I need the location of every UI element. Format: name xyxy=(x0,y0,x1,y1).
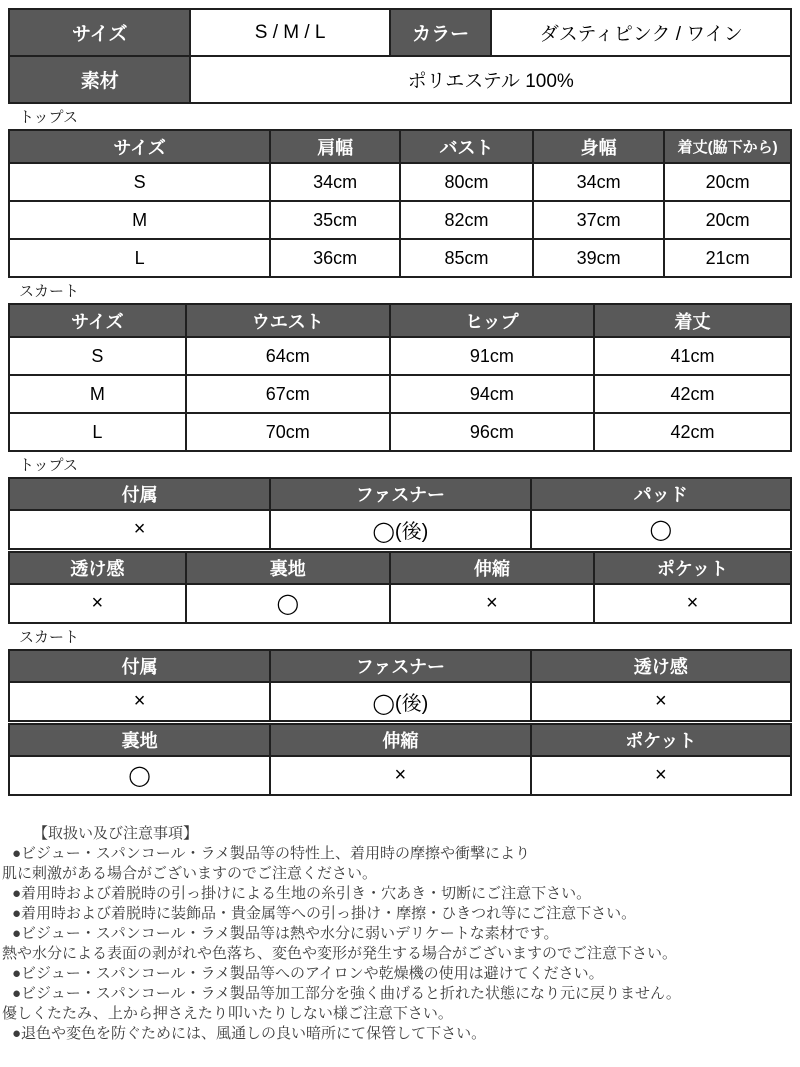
feature-mark-cell: ◯(後) xyxy=(270,510,530,549)
feature-mark-cell: ◯ xyxy=(531,510,791,549)
measurement-cell: 20cm xyxy=(664,163,791,201)
table-row xyxy=(9,510,791,549)
care-note-line: 優しくたたみ、上から押さえたり叩いたりしない様ご注意下さい。 xyxy=(2,1005,453,1022)
table-header-row xyxy=(9,304,791,337)
column-header: ポケット xyxy=(594,552,791,584)
measurement-cell: 20cm xyxy=(664,201,791,239)
tops-size-section-label: トップス xyxy=(19,109,78,126)
table-row xyxy=(9,682,791,721)
column-header: ウエスト xyxy=(186,304,390,337)
measurement-cell: 67cm xyxy=(186,375,390,413)
product-summary-table xyxy=(8,8,792,104)
feature-mark-cell: × xyxy=(594,584,791,623)
care-note-line: ●ビジュー・スパンコール・ラメ製品等の特性上、着用時の摩擦や衝撃により xyxy=(12,845,531,862)
measurement-cell: 39cm xyxy=(533,239,664,277)
column-header: 着丈 xyxy=(594,304,791,337)
size-name-cell: L xyxy=(9,413,186,451)
size-name-cell: S xyxy=(9,337,186,375)
skirt-detail-table-1 xyxy=(8,649,792,722)
column-header: ファスナー xyxy=(270,478,530,510)
column-header: ポケット xyxy=(531,724,791,756)
measurement-cell: 80cm xyxy=(400,163,533,201)
column-header: ヒップ xyxy=(390,304,594,337)
feature-mark-cell: × xyxy=(531,756,791,795)
measurement-cell: 41cm xyxy=(594,337,791,375)
table-row xyxy=(9,756,791,795)
table-row xyxy=(9,201,791,239)
column-header: 透け感 xyxy=(531,650,791,682)
measurement-cell: 82cm xyxy=(400,201,533,239)
care-notes-title: 【取扱い及び注意事項】 xyxy=(33,825,199,842)
measurement-cell: 94cm xyxy=(390,375,594,413)
care-note-line: ●退色や変色を防ぐためには、風通しの良い暗所にて保管して下さい。 xyxy=(12,1025,487,1042)
measurement-cell: 70cm xyxy=(186,413,390,451)
size-name-cell: L xyxy=(9,239,270,277)
column-header: 裏地 xyxy=(186,552,390,584)
table-header-row xyxy=(9,724,791,756)
measurement-cell: 64cm xyxy=(186,337,390,375)
feature-mark-cell: × xyxy=(270,756,530,795)
column-header: サイズ xyxy=(9,304,186,337)
measurement-cell: 85cm xyxy=(400,239,533,277)
skirt-size-table xyxy=(8,303,792,452)
care-notes xyxy=(2,824,792,1044)
size-name-cell: S xyxy=(9,163,270,201)
feature-mark-cell: ◯ xyxy=(9,756,270,795)
column-header: 付属 xyxy=(9,650,270,682)
measurement-cell: 96cm xyxy=(390,413,594,451)
table-row xyxy=(9,239,791,277)
size-label-header: サイズ xyxy=(9,9,190,56)
table-header-row xyxy=(9,650,791,682)
care-note-line: 肌に刺激がある場合がございますのでご注意ください。 xyxy=(2,865,378,882)
feature-mark-cell: × xyxy=(531,682,791,721)
feature-mark-cell: × xyxy=(9,682,270,721)
measurement-cell: 91cm xyxy=(390,337,594,375)
column-header: サイズ xyxy=(9,130,270,163)
measurement-cell: 34cm xyxy=(533,163,664,201)
tops-detail-section-label: トップス xyxy=(19,457,78,474)
color-value-cell: ダスティピンク / ワイン xyxy=(491,9,791,56)
care-note-line: ●ビジュー・スパンコール・ラメ製品等へのアイロンや乾燥機の使用は避けてください。 xyxy=(12,965,604,982)
feature-mark-cell: × xyxy=(390,584,594,623)
size-name-cell: M xyxy=(9,375,186,413)
measurement-cell: 36cm xyxy=(270,239,400,277)
size-name-cell: M xyxy=(9,201,270,239)
table-header-row xyxy=(9,478,791,510)
care-note-line: ●着用時および着脱時に装飾品・貴金属等への引っ掛け・摩擦・ひきつれ等にご注意下さい。 xyxy=(12,905,637,922)
care-note-line: ●ビジュー・スパンコール・ラメ製品等加工部分を強く曲げると折れた状態になり元に戻りません。 xyxy=(12,985,681,1002)
measurement-cell: 37cm xyxy=(533,201,664,239)
material-label-header: 素材 xyxy=(9,56,190,103)
care-note-line: ●着用時および着脱時の引っ掛けによる生地の糸引き・穴あき・切断にご注意下さい。 xyxy=(12,885,592,902)
measurement-cell: 34cm xyxy=(270,163,400,201)
measurement-cell: 35cm xyxy=(270,201,400,239)
feature-mark-cell: × xyxy=(9,510,270,549)
tops-detail-table-1 xyxy=(8,477,792,550)
table-row xyxy=(9,56,791,103)
size-value-cell: S / M / L xyxy=(190,9,389,56)
column-header: 着丈(脇下から) xyxy=(664,130,791,163)
care-note-line: 熱や水分による表面の剥がれや色落ち、変色や変形が発生する場合がございますのでご注意下さい。 xyxy=(2,945,678,962)
skirt-detail-table-2 xyxy=(8,723,792,796)
measurement-cell: 21cm xyxy=(664,239,791,277)
column-header: ファスナー xyxy=(270,650,530,682)
table-row xyxy=(9,337,791,375)
care-note-line: ●ビジュー・スパンコール・ラメ製品等は熱や水分に弱いデリケートな素材です。 xyxy=(12,925,559,942)
table-row xyxy=(9,584,791,623)
measurement-cell: 42cm xyxy=(594,375,791,413)
table-row xyxy=(9,163,791,201)
tops-detail-table-2 xyxy=(8,551,792,624)
column-header: 身幅 xyxy=(533,130,664,163)
feature-mark-cell: ◯ xyxy=(186,584,390,623)
color-label-header: カラー xyxy=(390,9,492,56)
table-header-row xyxy=(9,552,791,584)
column-header: 伸縮 xyxy=(270,724,530,756)
table-row xyxy=(9,413,791,451)
skirt-detail-section-label: スカート xyxy=(19,629,80,646)
column-header: 肩幅 xyxy=(270,130,400,163)
column-header: バスト xyxy=(400,130,533,163)
column-header: 透け感 xyxy=(9,552,186,584)
feature-mark-cell: × xyxy=(9,584,186,623)
column-header: パッド xyxy=(531,478,791,510)
feature-mark-cell: ◯(後) xyxy=(270,682,530,721)
table-header-row xyxy=(9,130,791,163)
material-value-cell: ポリエステル 100% xyxy=(190,56,791,103)
measurement-cell: 42cm xyxy=(594,413,791,451)
column-header: 付属 xyxy=(9,478,270,510)
column-header: 裏地 xyxy=(9,724,270,756)
column-header: 伸縮 xyxy=(390,552,594,584)
table-row xyxy=(9,375,791,413)
table-row xyxy=(9,9,791,56)
tops-size-table xyxy=(8,129,792,278)
skirt-size-section-label: スカート xyxy=(19,283,80,300)
